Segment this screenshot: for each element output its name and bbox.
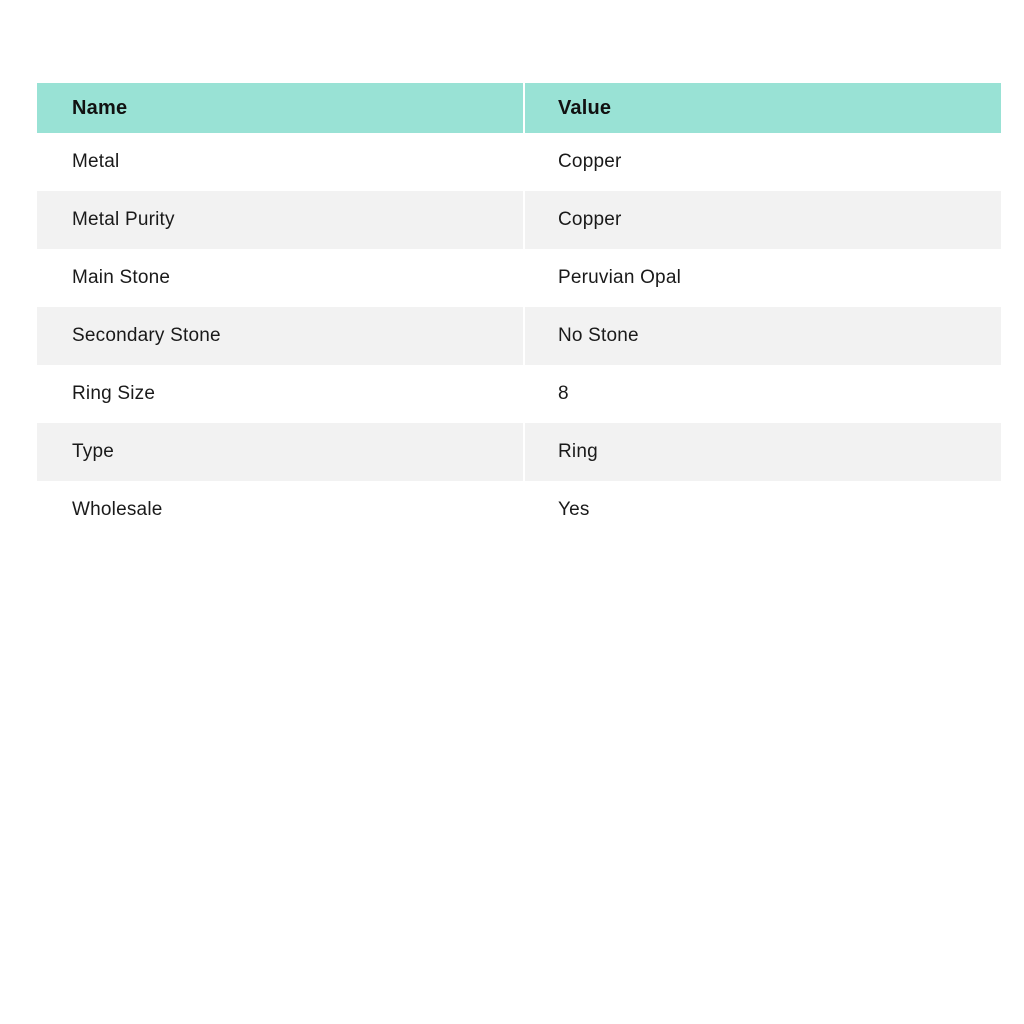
attribute-value: Yes	[523, 481, 1001, 539]
table-row	[37, 307, 1001, 365]
attribute-value: No Stone	[523, 307, 1001, 365]
table-row	[37, 133, 1001, 191]
table-row	[37, 423, 1001, 481]
attribute-name: Main Stone	[72, 267, 171, 288]
attribute-name: Type	[72, 441, 114, 462]
table-row	[37, 191, 1001, 249]
table-row	[37, 249, 1001, 307]
table-row	[37, 481, 1001, 539]
table-header-row	[37, 83, 1001, 133]
attribute-name: Metal Purity	[72, 209, 175, 230]
attribute-name: Wholesale	[72, 499, 163, 520]
attribute-name: Ring Size	[72, 383, 156, 404]
attribute-value: 8	[523, 365, 1001, 423]
table-row	[37, 365, 1001, 423]
attribute-value: Copper	[523, 191, 1001, 249]
attribute-value: Peruvian Opal	[523, 249, 1001, 307]
attribute-value: Ring	[523, 423, 1001, 481]
header-name: Name	[72, 96, 128, 119]
header-value: Value	[523, 83, 1001, 133]
product-attributes-table	[37, 83, 1001, 539]
attribute-name: Secondary Stone	[72, 325, 221, 346]
attribute-name: Metal	[72, 151, 120, 172]
attribute-value: Copper	[523, 133, 1001, 191]
